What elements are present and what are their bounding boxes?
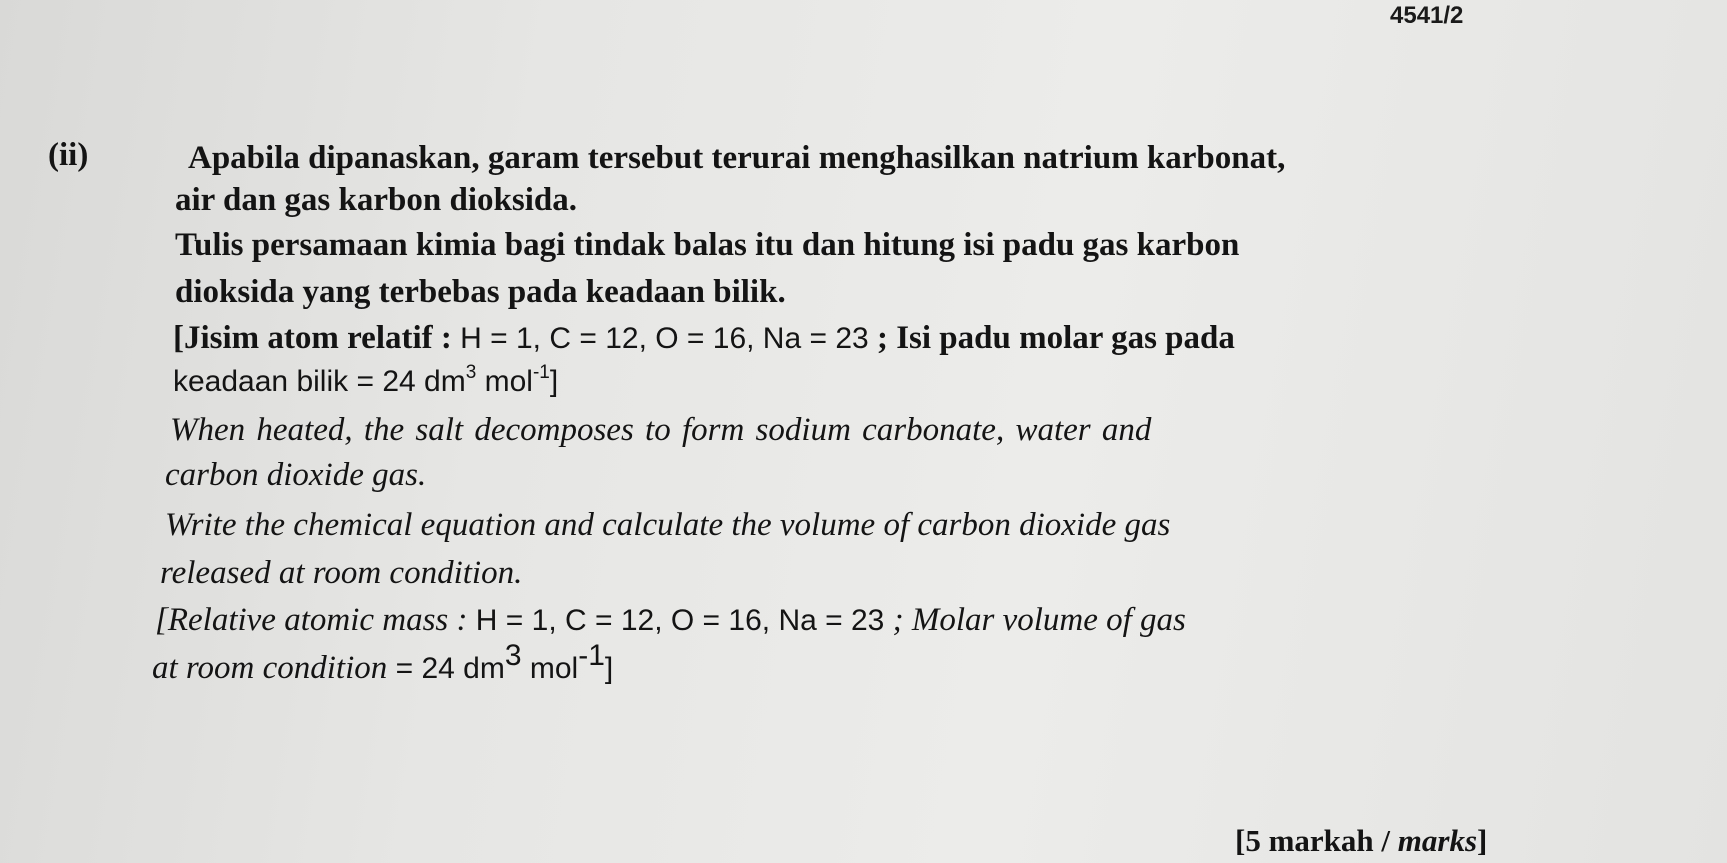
english-atomic-mass-line bbox=[155, 600, 1186, 641]
malay-text-line-3: Tulis persamaan kimia bagi tindak balas itu dan hitung isi padu gas karbon bbox=[175, 227, 1240, 263]
english-data-mid: ; Molar volume of gas bbox=[884, 602, 1186, 638]
english-molar-value: = 24 dm bbox=[387, 652, 505, 685]
marks-separator: / bbox=[1373, 823, 1398, 858]
english-masses: H = 1, C = 12, O = 16, Na = 23 bbox=[475, 604, 885, 637]
marks-open-bracket: [ bbox=[1235, 823, 1246, 858]
malay-data-mid: ; Isi padu molar gas pada bbox=[868, 320, 1235, 356]
malay-molar-exp: 3 bbox=[465, 362, 477, 383]
malay-molar-unit-exp: -1 bbox=[532, 362, 550, 383]
malay-molar-volume-line bbox=[173, 362, 558, 402]
english-molar-unit-exp: -1 bbox=[578, 639, 605, 672]
malay-data-prefix: [Jisim atom relatif : bbox=[173, 320, 461, 356]
question-part-label: (ii) bbox=[48, 137, 89, 173]
english-text-line-1: When heated, the salt decomposes to form sodium carbonate, water and bbox=[170, 412, 1152, 448]
marks-allocation bbox=[1235, 823, 1487, 859]
malay-atomic-mass-line bbox=[173, 318, 1235, 359]
malay-molar-value: = 24 dm bbox=[348, 365, 466, 398]
english-line6-suffix: ] bbox=[604, 652, 614, 685]
malay-line6-suffix: ] bbox=[549, 365, 559, 398]
english-molar-unit: mol bbox=[521, 652, 579, 685]
marks-english-label: marks bbox=[1397, 823, 1478, 858]
english-text-line-4: released at room condition. bbox=[160, 555, 523, 591]
malay-molar-unit: mol bbox=[476, 365, 533, 398]
english-molar-volume-line bbox=[152, 639, 614, 689]
english-data-prefix: [Relative atomic mass : bbox=[155, 602, 476, 638]
malay-masses: H = 1, C = 12, O = 16, Na = 23 bbox=[460, 322, 869, 355]
malay-text-line-1: Apabila dipanaskan, garam tersebut terurai menghasilkan natrium karbonat, bbox=[188, 140, 1286, 176]
malay-text-line-2: air dan gas karbon dioksida. bbox=[175, 182, 577, 218]
malay-line6-prefix: keadaan bilik bbox=[173, 365, 349, 398]
english-line6-prefix: at room condition bbox=[152, 650, 388, 686]
malay-text-line-4: dioksida yang terbebas pada keadaan bilik. bbox=[175, 274, 786, 310]
english-molar-exp: 3 bbox=[504, 639, 522, 672]
marks-close-bracket: ] bbox=[1477, 823, 1488, 858]
marks-malay-label: 5 markah bbox=[1245, 823, 1374, 858]
english-text-line-2: carbon dioxide gas. bbox=[165, 457, 427, 493]
english-text-line-3: Write the chemical equation and calculate the volume of carbon dioxide gas bbox=[165, 507, 1171, 543]
page-code: 4541/2 bbox=[1390, 2, 1464, 29]
